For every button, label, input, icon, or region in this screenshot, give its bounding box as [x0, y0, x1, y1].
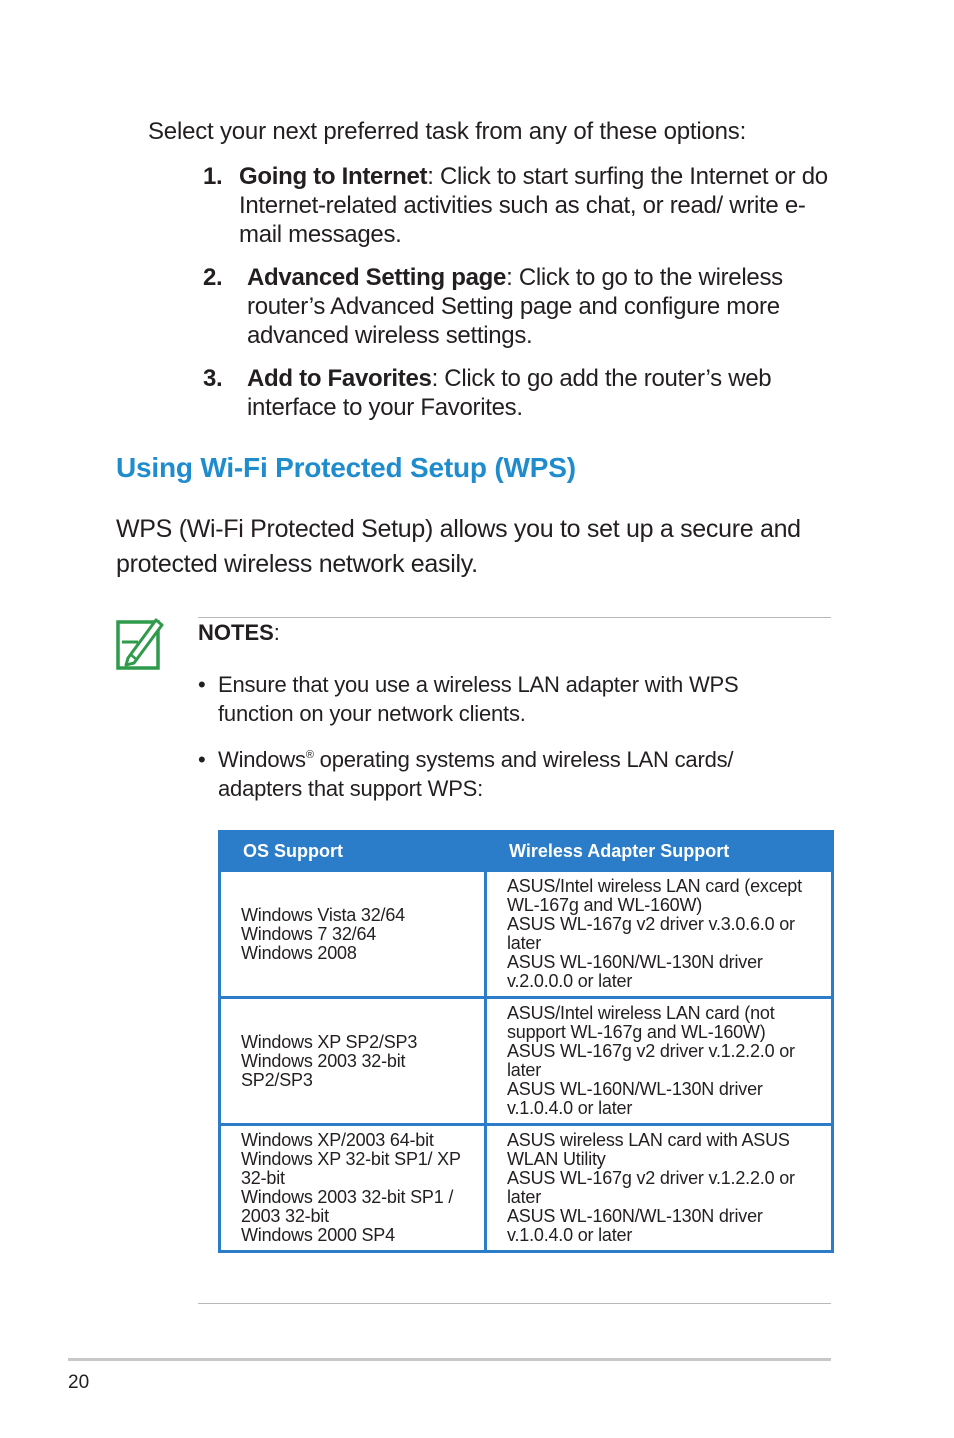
os-cell — [220, 998, 486, 1125]
cell-line: ASUS/Intel wireless LAN card (not support WL-167g and WL-160W) — [507, 1003, 775, 1042]
step-number: 2. — [203, 264, 223, 291]
notes-top-rule — [198, 617, 831, 618]
cell-line: ASUS WL-167g v2 driver v.3.0.6.0 or later — [507, 914, 795, 953]
table-row — [220, 1125, 833, 1252]
bullet-marker: • — [198, 747, 206, 772]
cell-line: ASUS WL-160N/WL-130N driver v.2.0.0.0 or later — [507, 952, 763, 991]
bullet-text: Ensure that you use a wireless LAN adapter with WPS function on your network clients. — [218, 672, 739, 726]
cell-line: ASUS WL-160N/WL-130N driver v.1.0.4.0 or later — [507, 1206, 763, 1245]
table-header-row — [220, 832, 833, 871]
step-text: : Click to start surfing the Internet or do Internet-related activities such as chat, or read/ write e-mail messages. — [239, 163, 828, 248]
note-pencil-icon — [114, 614, 164, 672]
notes-bottom-rule — [198, 1303, 831, 1304]
cell-line: Windows 2003 32-bit SP1 / 2003 32-bit — [241, 1187, 454, 1226]
table-row — [220, 871, 833, 998]
cell-line: Windows Vista 32/64 — [241, 904, 405, 925]
adapter-cell — [486, 998, 833, 1125]
step-2 — [203, 263, 835, 353]
adapter-cell — [486, 1125, 833, 1252]
cell-line: Windows 2000 SP4 — [241, 1225, 395, 1245]
step-number: 3. — [203, 365, 223, 392]
footer-rule — [68, 1358, 831, 1361]
os-cell — [220, 1125, 486, 1252]
column-header-os: OS Support — [220, 832, 486, 871]
cell-line: ASUS WL-167g v2 driver v.1.2.2.0 or later — [507, 1041, 795, 1080]
registered-mark: ® — [305, 749, 314, 761]
adapter-cell — [486, 871, 833, 998]
cell-line: ASUS wireless LAN card with ASUS WLAN Utility — [507, 1130, 790, 1169]
step-3 — [203, 364, 835, 424]
cell-line: Windows XP SP2/SP3 — [241, 1031, 418, 1052]
bullet-marker: • — [198, 672, 206, 697]
section-paragraph: WPS (Wi-Fi Protected Setup) allows you to set up a secure and protected wireless network easily. — [116, 515, 801, 578]
notes-bullet-1 — [198, 670, 798, 730]
step-title: Add to Favorites — [247, 365, 432, 392]
cell-line: Windows XP 32-bit SP1/ XP 32-bit — [241, 1149, 461, 1188]
step-number: 1. — [203, 163, 223, 190]
wps-support-table — [218, 830, 834, 1253]
intro-text: Select your next preferred task from any of these options: — [148, 118, 747, 145]
table-row — [220, 998, 833, 1125]
cell-line: Windows 7 32/64 — [241, 923, 377, 944]
notes-title: NOTES: — [198, 620, 280, 645]
column-header-adapter: Wireless Adapter Support — [486, 832, 833, 871]
page-number: 20 — [68, 1372, 90, 1393]
cell-line: Windows 2008 — [241, 942, 357, 963]
notes-bullet-2 — [198, 745, 798, 805]
step-1 — [203, 162, 833, 252]
step-text: : Click to go to the wireless router’s Advanced Setting page and configure more advanced wireless settings. — [247, 264, 783, 349]
step-text: : Click to go add the router’s web interface to your Favorites. — [247, 365, 772, 421]
cell-line: ASUS WL-167g v2 driver v.1.2.2.0 or later — [507, 1168, 795, 1207]
os-cell — [220, 871, 486, 998]
cell-line: Windows 2003 32-bit SP2/SP3 — [241, 1050, 406, 1090]
cell-line: Windows XP/2003 64-bit — [241, 1130, 434, 1150]
cell-line: ASUS/Intel wireless LAN card (except WL-167g and WL-160W) — [507, 876, 802, 915]
bullet-text: Windows® operating systems and wireless LAN cards/ adapters that support WPS: — [218, 747, 734, 801]
step-title: Going to Internet — [239, 163, 428, 190]
cell-line: ASUS WL-160N/WL-130N driver v.1.0.4.0 or later — [507, 1079, 763, 1118]
section-heading: Using Wi-Fi Protected Setup (WPS) — [116, 452, 576, 483]
step-title: Advanced Setting page — [247, 264, 507, 291]
